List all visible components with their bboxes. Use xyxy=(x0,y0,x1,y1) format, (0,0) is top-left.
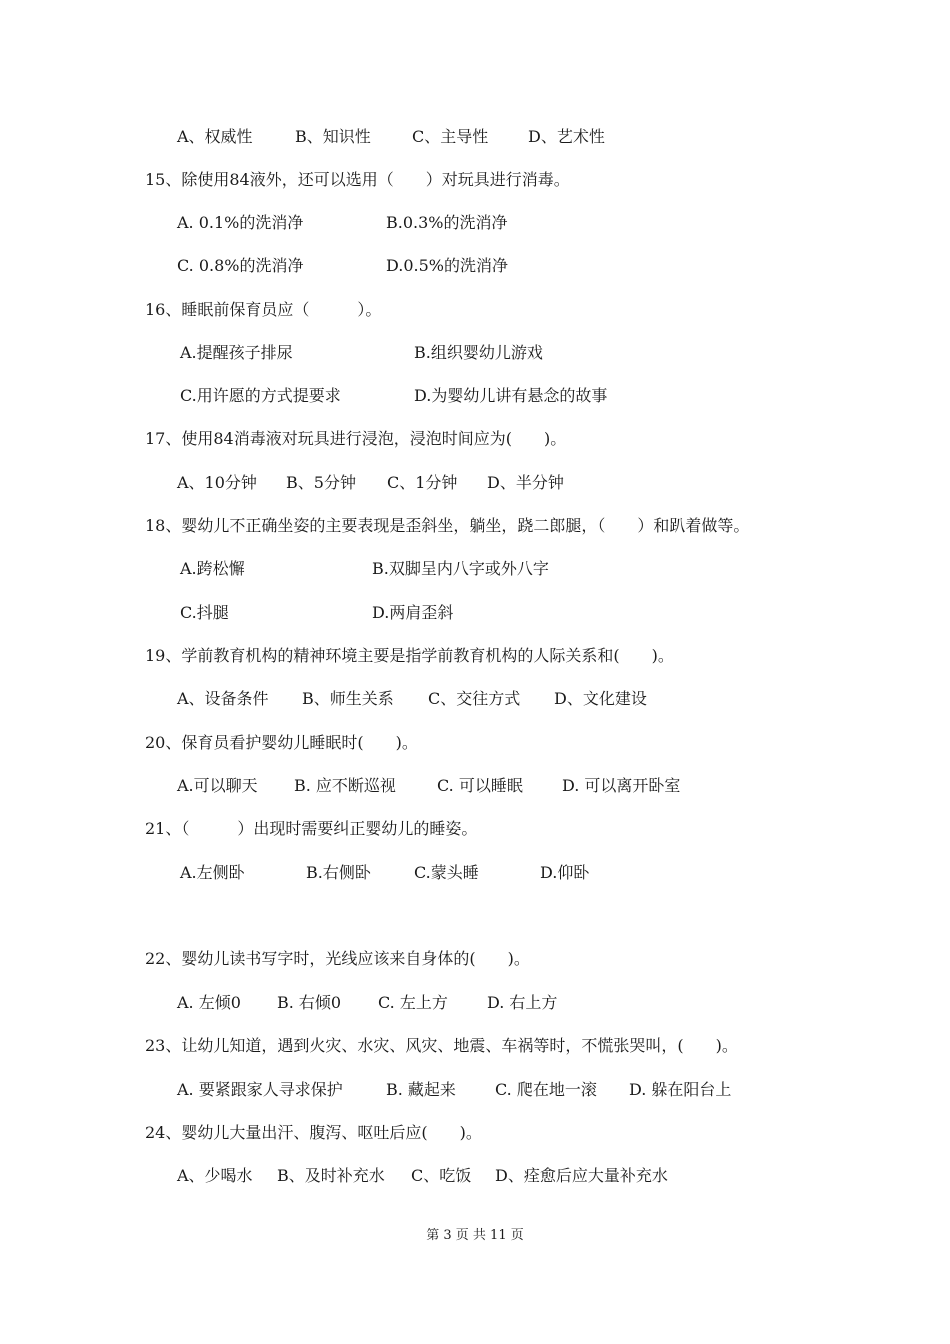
answer-option: B.右侧卧 xyxy=(306,863,371,882)
answer-option: B、5分钟 xyxy=(286,473,356,492)
answer-option: B. 藏起来 xyxy=(386,1080,456,1099)
answer-option: D. 可以离开卧室 xyxy=(562,776,681,795)
question-text: 24、婴幼儿大量出汗、腹泻、呕吐后应( )。 xyxy=(145,1123,482,1142)
answer-option: C、主导性 xyxy=(412,127,489,146)
answer-option: A、10分钟 xyxy=(177,473,257,492)
question-text: 19、学前教育机构的精神环境主要是指学前教育机构的人际关系和( )。 xyxy=(145,646,674,665)
answer-option: A. 要紧跟家人寻求保护 xyxy=(177,1080,343,1099)
answer-option: A. 0.1%的洗消净 xyxy=(177,213,304,232)
question-text: 20、保育员看护婴幼儿睡眠时( )。 xyxy=(145,733,418,752)
answer-option: D. 躲在阳台上 xyxy=(629,1080,732,1099)
answer-option: D.0.5%的洗消净 xyxy=(386,256,508,275)
answer-option: A、少喝水 xyxy=(177,1166,253,1185)
answer-option: B.0.3%的洗消净 xyxy=(386,213,508,232)
answer-option: C.抖腿 xyxy=(180,603,229,622)
answer-option: B.双脚呈内八字或外八字 xyxy=(372,559,549,578)
question-text: 23、让幼儿知道，遇到火灾、水灾、风灾、地震、车祸等时，不慌张哭叫，( )。 xyxy=(145,1036,738,1055)
answer-option: D、艺术性 xyxy=(528,127,605,146)
answer-option: D.仰卧 xyxy=(540,863,590,882)
page-footer: 第 3 页 共 11 页 xyxy=(426,1228,524,1243)
answer-option: B. 应不断巡视 xyxy=(294,776,396,795)
answer-option: B.组织婴幼儿游戏 xyxy=(414,343,543,362)
answer-option: B、知识性 xyxy=(295,127,371,146)
question-text: 18、婴幼儿不正确坐姿的主要表现是歪斜坐，躺坐，跷二郎腿，（ ）和趴着做等。 xyxy=(145,516,750,535)
answer-option: A.跨松懈 xyxy=(180,559,245,578)
question-text: 17、使用84消毒液对玩具进行浸泡，浸泡时间应为( )。 xyxy=(145,429,567,448)
answer-option: C、吃饭 xyxy=(411,1166,472,1185)
question-text: 16、睡眠前保育员应（ ）。 xyxy=(145,300,382,319)
answer-option: B、师生关系 xyxy=(302,689,394,708)
answer-option: D、半分钟 xyxy=(487,473,564,492)
answer-option: D. 右上方 xyxy=(487,993,558,1012)
answer-option: B. 右倾0 xyxy=(277,993,342,1012)
question-text: 22、婴幼儿读书写字时，光线应该来自身体的( )。 xyxy=(145,949,530,968)
answer-option: B、及时补充水 xyxy=(277,1166,385,1185)
answer-option: C. 爬在地一滚 xyxy=(495,1080,597,1099)
answer-option: D.为婴幼儿讲有悬念的故事 xyxy=(414,386,608,405)
answer-option: C. 0.8%的洗消净 xyxy=(177,256,304,275)
answer-option: A. 左倾0 xyxy=(177,993,241,1012)
answer-option: D、文化建设 xyxy=(554,689,647,708)
answer-option: A.左侧卧 xyxy=(180,863,245,882)
answer-option: C.用许愿的方式提要求 xyxy=(180,386,341,405)
answer-option: A.可以聊天 xyxy=(177,776,258,795)
answer-option: C.蒙头睡 xyxy=(414,863,479,882)
answer-option: C、1分钟 xyxy=(387,473,458,492)
answer-option: A、权威性 xyxy=(177,127,253,146)
answer-option: A.提醒孩子排尿 xyxy=(180,343,293,362)
answer-option: A、设备条件 xyxy=(177,689,269,708)
answer-option: C、交往方式 xyxy=(428,689,521,708)
answer-option: D.两肩歪斜 xyxy=(372,603,454,622)
question-text: 21、（ ）出现时需要纠正婴幼儿的睡姿。 xyxy=(145,819,478,838)
answer-option: D、痊愈后应大量补充水 xyxy=(495,1166,668,1185)
question-text: 15、除使用84液外，还可以选用（ ）对玩具进行消毒。 xyxy=(145,170,570,189)
answer-option: C. 左上方 xyxy=(378,993,448,1012)
answer-option: C. 可以睡眠 xyxy=(437,776,523,795)
